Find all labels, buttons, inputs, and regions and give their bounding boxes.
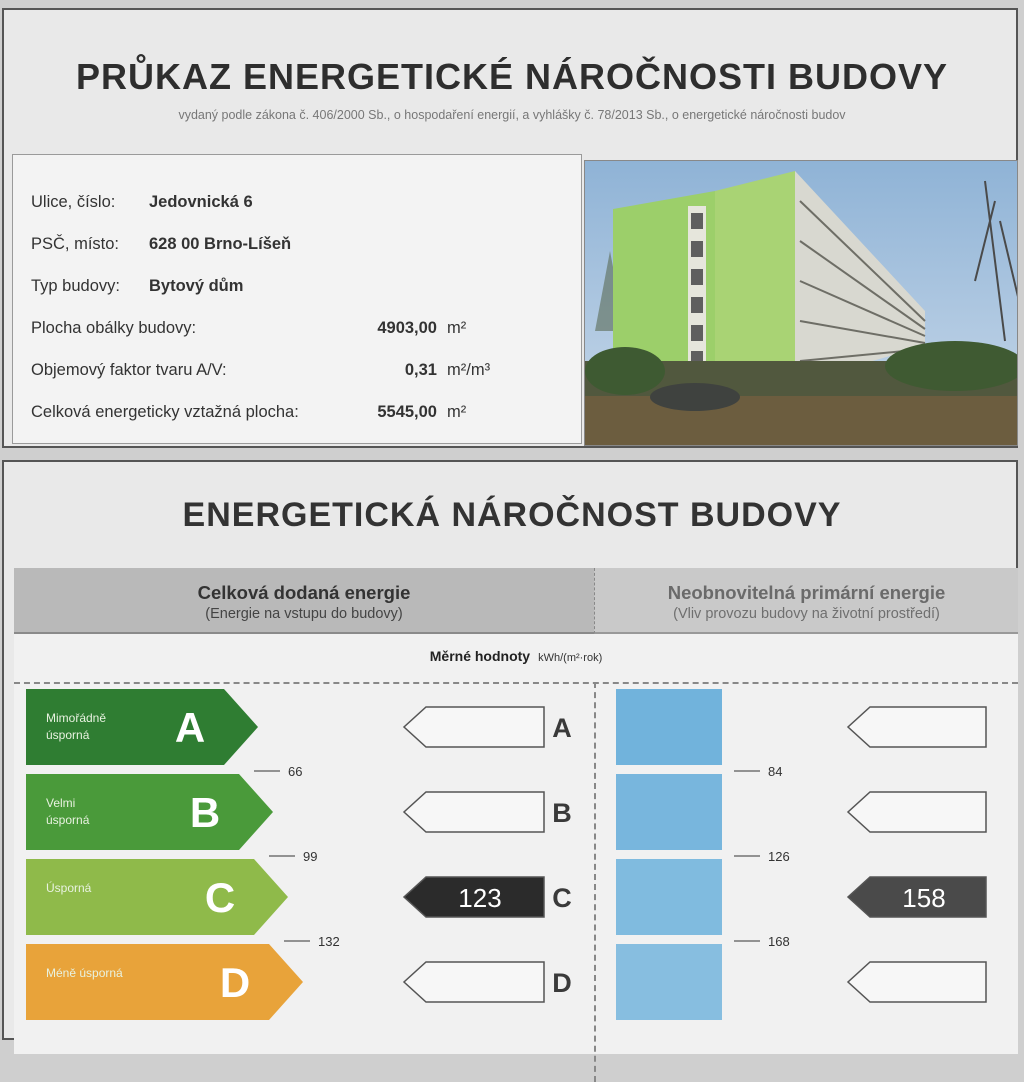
envelope-unit: m² bbox=[447, 319, 467, 337]
class-desc2-b: úsporná bbox=[46, 813, 90, 827]
primary-bar-segment-d bbox=[616, 944, 722, 1020]
primary-marker-d bbox=[848, 962, 986, 1002]
primary-bar-segment-b bbox=[616, 774, 722, 850]
units-label: kWh/(m²·rok) bbox=[538, 652, 603, 664]
primary-threshold-label: 84 bbox=[768, 764, 783, 779]
delivered-energy-header bbox=[14, 568, 594, 634]
shape-unit: m²/m³ bbox=[447, 361, 491, 379]
certificate-title: PRŮKAZ ENERGETICKÉ NÁROČNOSTI BUDOVY bbox=[75, 56, 949, 97]
street-label: Ulice, číslo: bbox=[31, 193, 116, 211]
envelope-row bbox=[31, 319, 467, 338]
primary-bar-segment-c bbox=[616, 859, 722, 935]
class-desc-a: Mimořádně bbox=[46, 711, 107, 725]
psc-value: 628 00 Brno-Líšeň bbox=[149, 235, 292, 253]
primary-bar-segment-a bbox=[616, 689, 722, 765]
class-arrow-letter-d: D bbox=[219, 959, 251, 1006]
energy-performance-panel bbox=[2, 460, 1018, 1040]
type-value: Bytový dům bbox=[149, 277, 244, 295]
area-unit: m² bbox=[447, 403, 467, 421]
class-arrow-letter-b: B bbox=[189, 789, 221, 836]
class-arrow-a bbox=[26, 689, 258, 765]
rating-scale-area bbox=[14, 634, 1018, 1054]
class-desc-b: Velmi bbox=[46, 796, 76, 810]
envelope-label: Plocha obálky budovy: bbox=[31, 319, 197, 337]
area-label: Celková energeticky vztažná plocha: bbox=[31, 403, 299, 421]
primary-marker-a bbox=[848, 707, 986, 747]
primary-threshold-label: 168 bbox=[768, 934, 790, 949]
delivered-marker-d bbox=[404, 962, 544, 1002]
delivered-marker-a bbox=[404, 707, 544, 747]
delivered-threshold-label: 66 bbox=[288, 764, 303, 779]
section-title: ENERGETICKÁ NÁROČNOST BUDOVY bbox=[182, 496, 842, 534]
delivered-energy-heading: Celková dodaná energie bbox=[197, 582, 411, 603]
delivered-class-letter-c: C bbox=[552, 883, 572, 913]
class-desc-d: Méně úsporná bbox=[46, 966, 123, 980]
class-arrow-letter-a: A bbox=[174, 704, 206, 751]
type-row bbox=[31, 277, 244, 296]
street-row bbox=[31, 193, 253, 212]
shape-row bbox=[31, 361, 491, 380]
class-arrow-b bbox=[26, 774, 273, 850]
psc-row bbox=[31, 235, 292, 254]
primary-energy-subheading: (Vliv provozu budovy na životní prostředí) bbox=[673, 606, 940, 622]
primary-marker-b bbox=[848, 792, 986, 832]
envelope-value: 4903,00 bbox=[377, 319, 437, 337]
delivered-marker-b bbox=[404, 792, 544, 832]
area-value: 5545,00 bbox=[377, 403, 437, 421]
delivered-threshold-label: 132 bbox=[318, 934, 340, 949]
delivered-class-letter-b: B bbox=[552, 798, 572, 828]
primary-threshold-label: 126 bbox=[768, 849, 790, 864]
class-arrow-d bbox=[26, 944, 303, 1020]
area-row bbox=[31, 403, 467, 422]
street-value: Jedovnická 6 bbox=[149, 193, 253, 211]
building-info-box bbox=[12, 154, 582, 444]
units-heading: Měrné hodnoty bbox=[429, 648, 531, 664]
delivered-energy-subheading: (Energie na vstupu do budovy) bbox=[205, 606, 403, 622]
class-desc-c: Úsporná bbox=[46, 881, 92, 895]
delivered-class-letter-a: A bbox=[552, 713, 572, 743]
certificate-header-panel bbox=[2, 8, 1018, 448]
primary-energy-header bbox=[594, 568, 1018, 634]
delivered-value: 123 bbox=[458, 883, 502, 913]
shape-value: 0,31 bbox=[404, 361, 437, 379]
psc-label: PSČ, místo: bbox=[31, 235, 120, 253]
class-arrow-letter-c: C bbox=[204, 874, 236, 921]
shape-label: Objemový faktor tvaru A/V: bbox=[31, 361, 227, 379]
delivered-threshold-label: 99 bbox=[303, 849, 318, 864]
type-label: Typ budovy: bbox=[31, 277, 120, 295]
class-arrow-c bbox=[26, 859, 288, 935]
primary-value: 158 bbox=[902, 883, 946, 913]
building-photo bbox=[584, 160, 1018, 446]
rating-scale-graphic bbox=[14, 634, 1018, 1054]
class-desc2-a: úsporná bbox=[46, 728, 90, 742]
primary-energy-heading: Neobnovitelná primární energie bbox=[667, 582, 946, 603]
certificate-subtitle: vydaný podle zákona č. 406/2000 Sb., o hospodaření energií, a vyhlášky č. 78/2013 Sb., o energetické náročnosti budov bbox=[178, 108, 846, 122]
delivered-class-letter-d: D bbox=[552, 968, 572, 998]
